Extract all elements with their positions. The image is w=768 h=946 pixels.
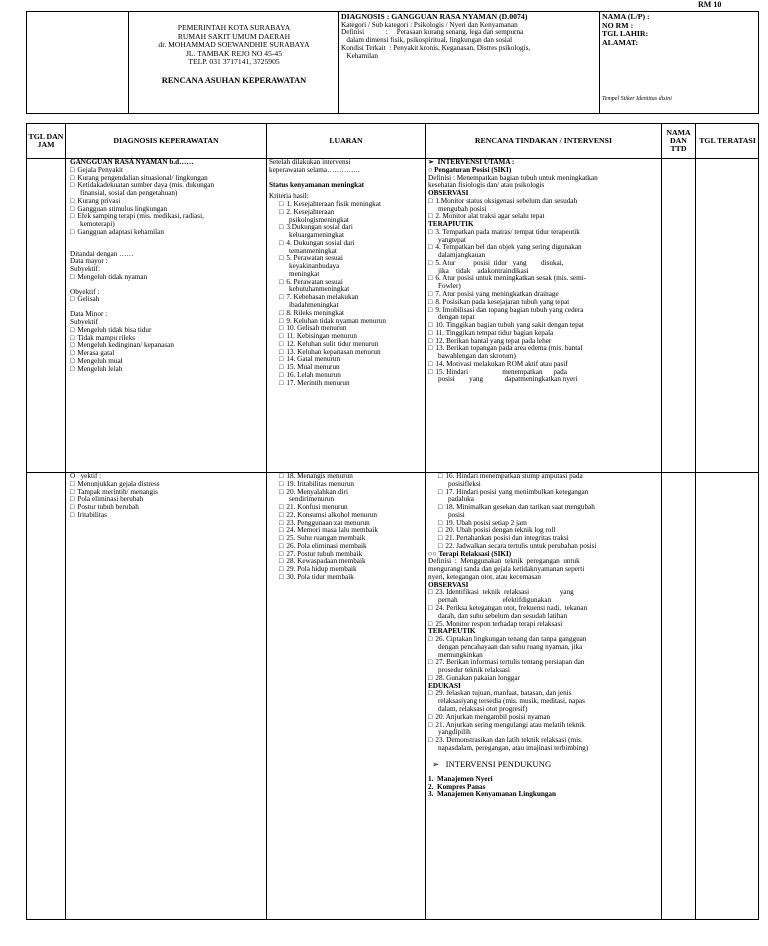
checklist-item[interactable]: □ Mengeluh tidak nyaman [70, 274, 264, 282]
text-line: kesehatan fisiologis dan/ atau psikologis [428, 181, 545, 190]
diagnosis-line: Kehamilan [341, 52, 378, 61]
row1-diagnosis-cell [70, 159, 264, 471]
column-divider [695, 124, 696, 919]
header-tgl-jam: TGL DAN JAM [28, 131, 64, 149]
hospital-line: PEMERINTAH KOTA SURABAYA [177, 23, 291, 32]
checklist-item[interactable]: □ 14. Motivasi melakukan ROM aktif atau pasif [428, 361, 660, 369]
header-nama-ttd: NAMA DAN TTD [666, 127, 691, 154]
row2-intervensi-cell [428, 473, 660, 919]
text-line [70, 237, 264, 244]
text-line: padaluka [448, 495, 474, 504]
checklist-item[interactable]: □ 20. Ubah posisi dengan teknik log roll [428, 527, 660, 535]
header-luaran: LUARAN [329, 135, 363, 145]
checklist-item[interactable]: □ Tidak mampu rileks [70, 335, 264, 343]
column-divider [425, 124, 426, 919]
checklist-item[interactable]: □ 11. Kebisingan menurun [269, 333, 424, 341]
text-line: pernah efektifdigunakan [438, 596, 552, 605]
text-line: Status kenyamanan meningkat [269, 180, 365, 189]
checklist-item[interactable]: □ 25. Suhu ruangan membaik [269, 535, 424, 543]
text-line: Data Minor : [70, 310, 108, 319]
hospital-line: RUMAH SAKIT UMUM DAERAH [177, 31, 291, 41]
text-line: meningkat [289, 269, 320, 278]
checklist-item[interactable]: □ 25. Monitor respon terhadap terapi relaksasi [428, 621, 660, 629]
header-divider [338, 12, 339, 113]
text-line: darah, dan suhu sebelum dan sesudah latihan [438, 611, 568, 620]
text-line [70, 282, 264, 289]
diagnosis-line: Definisi : Perasaan kurang senang, lega dan sempurna [341, 28, 524, 37]
header-diagnosis: DIAGNOSIS KEPERAWATAN [113, 135, 219, 145]
checklist-item[interactable]: □ Tampak merintih/ menangis [70, 489, 264, 497]
text-line: O yektif : [70, 473, 102, 480]
patient-rm-label: NO RM : [602, 20, 634, 30]
checklist-item[interactable]: □ Gejala Penyakit [70, 167, 264, 175]
checklist-item[interactable]: □ 10. Tinggikan bagian tubuh yang sakit dengan tepat [428, 322, 660, 330]
checklist-item[interactable]: □ 15. Hindari menempatkan pada [428, 369, 660, 377]
checklist-item[interactable]: □ 28. Gunakan pakaian longgar [428, 675, 660, 683]
checklist-item[interactable]: □ Gelisah [70, 296, 264, 304]
text-line: dalamjangkauan [438, 251, 486, 260]
checklist-item[interactable]: □ 23. Penggunaan zat menurun [269, 520, 424, 528]
text-line: temanmeningkat [289, 246, 337, 255]
text-line: bawahlengan dan skrotum) [438, 352, 516, 361]
diagnosis-info [341, 13, 599, 61]
text-line: relaksasiyang tersedia (mis. musik, meditasi, napas [438, 697, 585, 706]
sticker-note: Tempel Stiker Identitas disini [602, 96, 672, 102]
text-line: mengubah posisi [438, 204, 487, 213]
checklist-item[interactable]: □ 7. Kebebasan melakukan [269, 294, 424, 302]
hospital-line: TELP. 031 3717141, 3725905 [188, 57, 280, 66]
text-line: GANGGUAN RASA NYAMAN b.d…… [70, 159, 194, 166]
checklist-item[interactable]: □ 8. Rileks meningkat [269, 310, 424, 318]
checklist-item[interactable]: □ 5. Perawatan sesuai [269, 255, 424, 263]
checklist-item[interactable]: □ Pola eliminasi berubah [70, 496, 264, 504]
checklist-item[interactable]: □ 26. Ciptakan lingkungan tenang dan tanpa gangguan [428, 636, 660, 644]
checklist-item[interactable]: □ 7. Atur posisi yang meningkatkan drainage [428, 291, 660, 299]
text-line: Kriteria hasil: [269, 192, 309, 201]
header-intervensi: RENCANA TINDAKAN / INTERVENSI [474, 135, 613, 145]
checklist-item[interactable]: □ 4. Tempatkan bel dan objek yang sering digunakan [428, 244, 660, 252]
diagnosis-line: Kategori / Sub kategori : Psikologis / Nyeri dan Kenyamanan [341, 20, 518, 29]
text-line: keyakinanbudaya [289, 262, 340, 271]
form-header [26, 11, 759, 114]
checklist-item[interactable]: □ 5. Atur posisi tidur yang disukai, [428, 260, 660, 268]
checklist-item[interactable]: □ 27. Postur tubuh membaik [269, 551, 424, 559]
rm-code: RM 10 [698, 0, 722, 9]
text-line: OBSERVASI [428, 189, 469, 198]
checklist-item[interactable]: □ Efek samping terapi (mis. medikasi, radiasi, [70, 213, 264, 221]
checklist-item[interactable]: □ 27. Berikan informasi tertulis tentang persiapan dan [428, 659, 660, 667]
checklist-item[interactable]: □ 21. Konfusi menurun [269, 504, 424, 512]
diagnosis-title: DIAGNOSIS : GANGGUAN RASA NYAMAN (D.0074) [341, 12, 528, 21]
text-line: kebutuhanmeningkat [289, 285, 350, 294]
checklist-item[interactable]: □ Menunjukkan gejala distress [70, 481, 264, 489]
text-line: yangdipilih [438, 728, 471, 737]
form-title: RENCANA ASUHAN KEPERAWATAN [161, 75, 307, 85]
checklist-item[interactable]: □ 29. Jelaskan tujuan, manfaat, batasan, dan jenis [428, 690, 660, 698]
checklist-item[interactable]: □ 20. Anjurkan mengambil posisi nyaman [428, 714, 660, 722]
text-line: ○ Pengaturan Posisi (SIKI) [428, 165, 512, 174]
checklist-item[interactable]: □ 17. Merintih menurun [269, 380, 424, 388]
text-line: ibadahmeningkat [289, 301, 339, 310]
checklist-item[interactable]: □ Postur tubuh berubah [70, 504, 264, 512]
row2-diagnosis-cell [70, 473, 264, 919]
row2-luaran-cell [269, 473, 424, 919]
checklist-item[interactable]: □ 3. Tempatkan pada matras/ tempat tidur terapeutik [428, 229, 660, 237]
checklist-item[interactable]: □ 4. Dukungan sosial dari [269, 240, 424, 248]
checklist-item[interactable]: □ 19. Iritabilitas menurun [269, 481, 424, 489]
checklist-item[interactable]: □ 3.Dukungan sosial dari [269, 224, 424, 232]
text-line: kemoterapi) [80, 220, 115, 229]
text-line: Subyektif: [70, 265, 100, 274]
checklist-item[interactable]: □ 22. Konsumsi alkohol menurun [269, 512, 424, 520]
checklist-item[interactable]: □ 21. Pertahankan posisi dan integritas traksi [428, 535, 660, 543]
checklist-item[interactable]: □ Mengeluh kedinginan/ kepanasan [70, 342, 264, 350]
checklist-item[interactable]: □ 6. Atur posisi untuk meningkatkan sesak (mis. semi- [428, 275, 660, 283]
checklist-item[interactable]: □ 28. Kewaspadaan membaik [269, 558, 424, 566]
checklist-item[interactable]: □ Mengeluh mual [70, 358, 264, 366]
checklist-item[interactable]: □ 2. Monitor alat traksi agar selalu tepat [428, 213, 660, 221]
text-line: posisi [448, 510, 465, 519]
text-line: yangtepat [438, 235, 466, 244]
column-divider [661, 124, 662, 919]
diagnosis-line: dalam dimensi fisik, psikospiritual, lingkungan dan sosial [341, 36, 513, 45]
checklist-item[interactable]: □ 9. Keluhan tidak nyaman menurun [269, 318, 424, 326]
checklist-item[interactable]: □ Gangguan stimulus lingkungan [70, 206, 264, 214]
checklist-item[interactable]: □ 30. Pola tidur membaik [269, 574, 424, 582]
header-divider [128, 12, 129, 113]
text-line: sendirimenurun [289, 495, 335, 504]
text-line: 1. Manajemen Nyeri [428, 774, 493, 783]
hospital-line: dr. MOHAMMAD SOEWANDHIE SURABAYA [158, 40, 310, 49]
text-line: dengan pencahayaan dan suhu ruang nyaman, jika [438, 642, 583, 651]
text-line: TERAPEUTIK [428, 627, 476, 636]
checklist-item[interactable]: □ Gangguan adaptasi kehamilan [70, 229, 264, 237]
checklist-item[interactable]: □ Merasa gatal [70, 350, 264, 358]
checklist-item[interactable]: □ 18. Minimalkan gesekan dan tarikan saat mengubah [428, 504, 660, 512]
column-divider [65, 124, 66, 919]
text-line: Ditandai dengan …… [70, 249, 134, 258]
text-line: memungkinkan [438, 650, 483, 659]
checklist-item[interactable]: □ Kurang privasi [70, 198, 264, 206]
header-divider [599, 12, 600, 113]
text-line: keluargameningkat [289, 231, 344, 240]
text-line: napasdalam, peregangan, atau imajinasi terbimbing) [438, 743, 589, 752]
hospital-info [131, 24, 337, 85]
checklist-item[interactable]: □ 19. Ubah posisi setiap 2 jam [428, 520, 660, 528]
checklist-item[interactable]: □ 1. Kesejahteraan fisik meningkat [269, 201, 424, 209]
checklist-item[interactable]: □ 9. Imobilisasi dan topang bagian tubuh yang cedera [428, 307, 660, 315]
text-line: finansial, sosial dan pengetahuan) [80, 189, 178, 198]
checklist-item[interactable]: □ 11. Tinggikan tempat tidur bagian kepala [428, 330, 660, 338]
text-line: Data mayor : [70, 257, 108, 266]
checklist-item[interactable]: □ 17. Hindari posisi yang menimbulkan ketegangan [428, 489, 660, 497]
checklist-item[interactable]: □ 20. Menyalahkan diri [269, 489, 424, 497]
care-plan-table [26, 123, 759, 920]
checklist-item[interactable]: □ 21. Anjurkan sering mengulangi atau melatih teknik [428, 722, 660, 730]
patient-address-label: ALAMAT: [602, 38, 639, 48]
checklist-item[interactable]: □ 18. Menangis menurun [269, 473, 424, 481]
diagnosis-line: Kondisi Terkait : Penyakit kronis, Keganasan, Distres psikologis, [341, 44, 531, 53]
text-line: Definisi : Menggunakan teknik peregangan untuk [428, 557, 580, 566]
text-line: TERAPIUTIK [428, 220, 474, 229]
row1-luaran-cell [269, 159, 424, 471]
patient-name-label: NAMA (L/P) : [602, 12, 650, 21]
text-line: ➢ INTERVENSI PENDUKUNG [432, 758, 552, 769]
checklist-item[interactable]: □ 14. Gatal menurun [269, 356, 424, 364]
checklist-item[interactable]: □ 13. Berikan topangan pada area edema (mis. bantal [428, 345, 660, 353]
text-line: OBSERVASI [428, 580, 469, 589]
patient-identity [602, 13, 752, 48]
checklist-item[interactable]: □ Kurang pengendalian situasional/ lingkungan [70, 175, 264, 183]
checklist-item[interactable]: □ 16. Hindari menempatkan stump amputasi pada [428, 473, 660, 481]
checklist-item[interactable]: □ 24. Memori masa lalu membaik [269, 527, 424, 535]
text-line: 3. Manajemen Kenyamanan Lingkungan [428, 790, 556, 799]
text-line: Obyektif : [70, 287, 100, 296]
checklist-item[interactable]: □ 2. Kesejahteraan [269, 209, 424, 217]
text-line: ➢ INTERVENSI UTAMA : [428, 159, 515, 166]
checklist-item[interactable]: □ Iritabilitas [70, 512, 264, 520]
text-line: dalam, relaksasi otot progresif) [438, 704, 528, 713]
text-line: jika tidak adakontraindikasi [438, 266, 529, 275]
checklist-item[interactable]: □ Ketidakadekuatan sumber daya (mis. dukungan [70, 182, 264, 190]
checklist-item[interactable]: □ 10. Gelisah menurun [269, 325, 424, 333]
checklist-item[interactable]: □ 22. Jadwalkan secara tertulis untuk perubahan posisi [428, 543, 660, 551]
text-line: Definisi : Menempatkan bagian tubuh untuk meningkatkan [428, 173, 598, 182]
text-line: Fowler) [438, 282, 461, 291]
hospital-line: JL. TAMBAK REJO NO 45-45 [185, 48, 283, 58]
checklist-item[interactable]: □ 24. Periksa ketegangan otot, frekuensi nadi, tekanan [428, 605, 660, 613]
checklist-item[interactable]: □ 23. Demonstrasikan dan latih teknik relaksasi (mis. [428, 737, 660, 745]
text-line: mengurangi tanda dan gejala ketidaknyamanan seperti [428, 565, 585, 574]
text-line: posisi yang dapatmeningkatkan nyeri [438, 375, 578, 384]
checklist-item[interactable]: □ 12. Keluhan sulit tidur menurun [269, 341, 424, 349]
checklist-item[interactable]: □ 29. Pola hidup membaik [269, 566, 424, 574]
text-line: keperawatan selama………….. [269, 165, 360, 174]
row1-intervensi-cell [428, 159, 660, 471]
header-tgl-teratasi: TGL TERATASI [699, 135, 756, 145]
text-line: EDUKASI [428, 681, 461, 690]
checklist-item[interactable]: □ 1.Monitor status oksigenasi sebelum dan sesudah [428, 198, 660, 206]
text-line: Subyektif [70, 318, 98, 327]
text-line: 2. Kompres Panas [428, 782, 486, 791]
checklist-item[interactable]: □ 16. Lelah menurun [269, 372, 424, 380]
text-line: nyeri, ketegangan otot, atau kecemasan [428, 572, 541, 581]
checklist-item[interactable]: □ 15. Mual menurun [269, 364, 424, 372]
checklist-item[interactable]: □ Mengeluh tidak bisa tidur [70, 327, 264, 335]
checklist-item[interactable]: □ Mengeluh lelah [70, 366, 264, 374]
patient-dob-label: TGL LAHIR: [602, 29, 649, 39]
checklist-item[interactable]: □ 13. Keluhan kepanasan menurun [269, 349, 424, 357]
checklist-item[interactable]: □ 23. Identifikasi teknik relaksasi yang [428, 589, 660, 597]
checklist-item[interactable]: □ 6. Perawatan sesuai [269, 279, 424, 287]
checklist-item[interactable]: □ 26. Pola eliminasi membaik [269, 543, 424, 551]
column-divider [266, 124, 267, 919]
text-line: Setelah dilakukan intervensi [269, 159, 351, 166]
text-line: psikologismeningkat [289, 215, 349, 224]
text-line: prosedur teknik relaksasi [438, 666, 510, 675]
checklist-item[interactable]: □ 12. Berikan bantal yang tepat pada leher [428, 338, 660, 346]
text-line: ○○ Terapi Relaksasi (SIKI) [428, 549, 512, 558]
checklist-item[interactable]: □ 8. Posisikan pada kesejajaran tubuh yang tepat [428, 299, 660, 307]
text-line: dengan tepat [438, 313, 475, 322]
text-line: posisifleksi [448, 479, 481, 488]
